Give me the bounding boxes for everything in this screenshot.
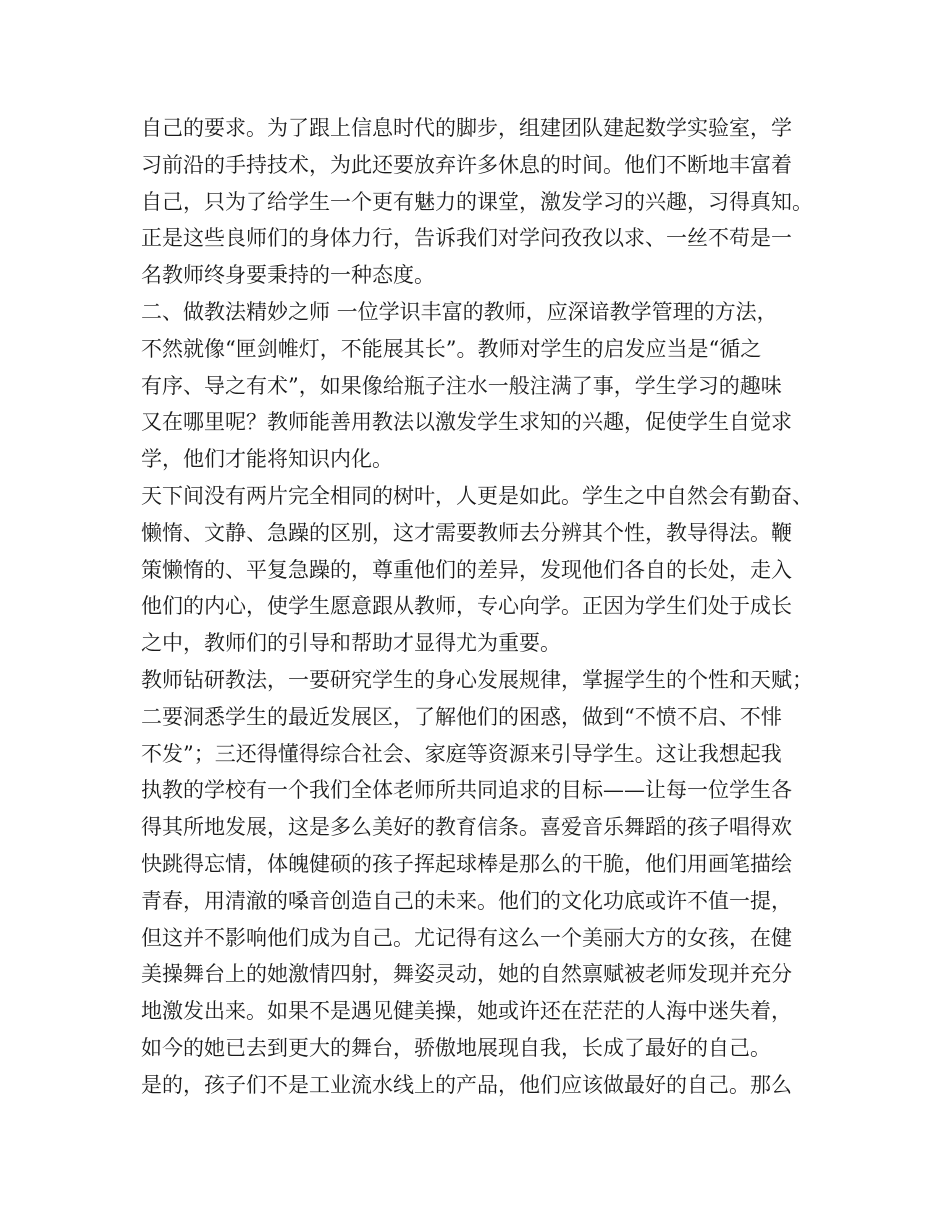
text-line: 自己，只为了给学生一个更有魅力的课堂，激发学习的兴趣，习得真知。 — [141, 189, 813, 214]
text-line: 学，他们才能将知识内化。 — [141, 447, 393, 472]
text-line: 他们的内心，使学生愿意跟从教师，专心向学。正因为学生们处于成长 — [141, 594, 792, 619]
text-line: 二要洞悉学生的最近发展区，了解他们的困惑，做到“不愤不启、不悱 — [141, 704, 782, 729]
text-line: 地激发出来。如果不是遇见健美操，她或许还在茫茫的人海中迷失着， — [141, 999, 792, 1024]
body-text — [141, 110, 841, 1104]
text-line: 执教的学校有一个我们全体老师所共同追求的目标——让每一位学生各 — [141, 778, 792, 803]
text-line: 策懒惰的、平复急躁的，尊重他们的差异，发现他们各自的长处，走入 — [141, 557, 792, 582]
text-line: 正是这些良师们的身体力行，告诉我们对学问孜孜以求、一丝不苟是一 — [141, 226, 792, 251]
text-line: 但这并不影响他们成为自己。尤记得有这么一个美丽大方的女孩，在健 — [141, 925, 792, 950]
text-line: 得其所地发展，这是多么美好的教育信条。喜爱音乐舞蹈的孩子唱得欢 — [141, 815, 792, 840]
text-line: 是的，孩子们不是工业流水线上的产品，他们应该做最好的自己。那么 — [141, 1072, 792, 1097]
text-line: 有序、导之有术”，如果像给瓶子注水一般注满了事，学生学习的趣味 — [141, 373, 782, 398]
text-line: 不然就像“匣剑帷灯，不能展其长”。教师对学生的启发应当是“循之 — [141, 336, 762, 361]
text-line: 快跳得忘情，体魄健硕的孩子挥起球棒是那么的干脆，他们用画笔描绘 — [141, 851, 792, 876]
text-line: 不发”；三还得懂得综合社会、家庭等资源来引导学生。这让我想起我 — [141, 741, 782, 766]
text-line: 青春，用清澈的嗓音创造自己的未来。他们的文化功底或许不值一提， — [141, 888, 792, 913]
text-line: 二、做教法精妙之师 一位学识丰富的教师，应深谙教学管理的方法， — [141, 299, 778, 324]
text-line: 懒惰、文静、急躁的区别，这才需要教师去分辨其个性，教导得法。鞭 — [141, 520, 792, 545]
text-line: 美操舞台上的她激情四射，舞姿灵动，她的自然禀赋被老师发现并充分 — [141, 962, 792, 987]
text-line: 名教师终身要秉持的一种态度。 — [141, 263, 435, 288]
text-line: 习前沿的手持技术，为此还要放弃许多休息的时间。他们不断地丰富着 — [141, 152, 792, 177]
text-line: 教师钻研教法，一要研究学生的身心发展规律，掌握学生的个性和天赋； — [141, 667, 813, 692]
text-line: 自己的要求。为了跟上信息时代的脚步，组建团队建起数学实验室，学 — [141, 116, 792, 140]
text-line: 之中，教师们的引导和帮助才显得尤为重要。 — [141, 631, 561, 656]
text-line: 又在哪里呢？教师能善用教法以激发学生求知的兴趣，促使学生自觉求 — [141, 410, 792, 435]
text-line: 天下间没有两片完全相同的树叶，人更是如此。学生之中自然会有勤奋、 — [141, 483, 813, 508]
text-line: 如今的她已去到更大的舞台，骄傲地展现自我，长成了最好的自己。 — [141, 1035, 771, 1060]
